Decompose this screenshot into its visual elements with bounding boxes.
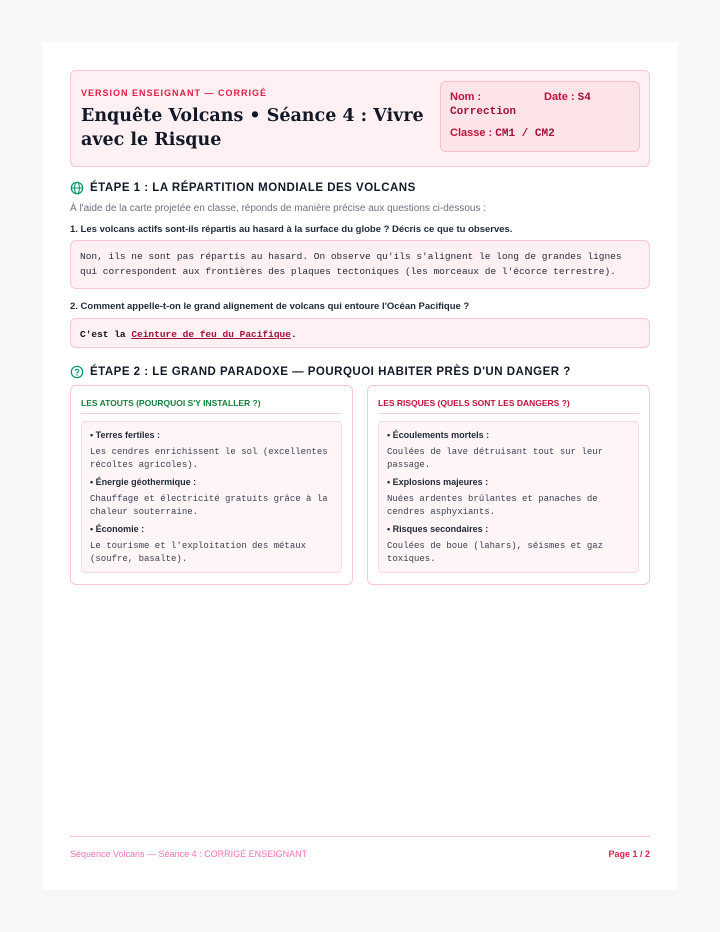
atout-body: Le tourisme et l'exploitation des métaux (soufre, basalte). [90, 541, 307, 564]
meta-box [440, 81, 640, 152]
atout-heading: • Terres fertiles : [90, 430, 161, 440]
answer-2-suffix: . [290, 329, 297, 340]
version-label: VERSION ENSEIGNANT — CORRIGÉ [81, 88, 268, 98]
atouts-list [81, 421, 342, 573]
worksheet-page [42, 42, 678, 890]
step2-title: ÉTAPE 2 : LE GRAND PARADOXE — POURQUOI HABITER PRÈS D'UN DANGER ? [90, 366, 571, 378]
atout-heading: • Énergie géothermique : [90, 477, 197, 487]
divider [378, 413, 639, 414]
page-number: Page 1 / 2 [608, 849, 650, 859]
question-2: 2. Comment appelle-t-on le grand alignement de volcans qui entoure l'Océan Pacifique ? [70, 301, 470, 312]
date-label: Date : [544, 91, 575, 103]
answer-2 [70, 318, 650, 348]
atout-heading: • Économie : [90, 524, 145, 534]
risques-list [378, 421, 639, 573]
classe-label: Classe : [450, 127, 493, 139]
footer-divider [70, 836, 650, 837]
atout-body: Chauffage et électricité gratuits grâce à la chaleur souterraine. [90, 494, 328, 517]
page-title: Enquête Volcans • Séance 4 : Vivre avec le Risque [81, 106, 424, 150]
divider [81, 413, 342, 414]
help-circle-icon [70, 365, 84, 379]
atouts-card [70, 385, 353, 585]
step1-intro: À l'aide de la carte projetée en classe, réponds de manière précise aux questions ci-dessous : [70, 203, 487, 214]
risques-title: LES RISQUES (QUELS SONT LES DANGERS ?) [378, 398, 570, 408]
question-1: 1. Les volcans actifs sont-ils répartis au hasard à la surface du globe ? Décris ce que tu observes. [70, 224, 513, 235]
date-value: S4 [577, 92, 591, 104]
atouts-title: LES ATOUTS (POURQUOI S'Y INSTALLER ?) [81, 398, 261, 408]
atout-body: Les cendres enrichissent le sol (excellentes récoltes agricoles). [90, 447, 328, 470]
risque-heading: • Écoulements mortels : [387, 430, 490, 440]
risque-body: Coulées de lave détruisant tout sur leur passage. [387, 447, 604, 470]
step2-heading [70, 365, 571, 379]
risque-body: Coulées de boue (lahars), séismes et gaz toxiques. [387, 541, 604, 564]
risque-heading: • Explosions majeures : [387, 477, 489, 487]
risque-body: Nuées ardentes brûlantes et panaches de cendres asphyxiants. [387, 494, 598, 517]
nom-label: Nom : [450, 91, 482, 103]
nom-value: Correction [450, 106, 517, 118]
classe-value: CM1 / CM2 [495, 128, 555, 140]
step1-title: ÉTAPE 1 : LA RÉPARTITION MONDIALE DES VOLCANS [90, 182, 416, 194]
footer-sequence: Séquence Volcans — Séance 4 : CORRIGÉ ENSEIGNANT [70, 849, 308, 859]
header-card [70, 70, 650, 167]
risques-card [367, 385, 650, 585]
answer-2-prefix: C'est la [80, 329, 132, 340]
answer-1: Non, ils ne sont pas répartis au hasard. On observe qu'ils s'alignent le long de grandes lignes qui correspondent aux frontières des plaques tectoniques (les morceaux de l'écorce terrestre). [70, 240, 650, 289]
answer-2-keyword: Ceinture de feu du Pacifique [131, 329, 291, 340]
step1-heading [70, 181, 416, 195]
risque-heading: • Risques secondaires : [387, 524, 489, 534]
globe-icon [70, 181, 84, 195]
